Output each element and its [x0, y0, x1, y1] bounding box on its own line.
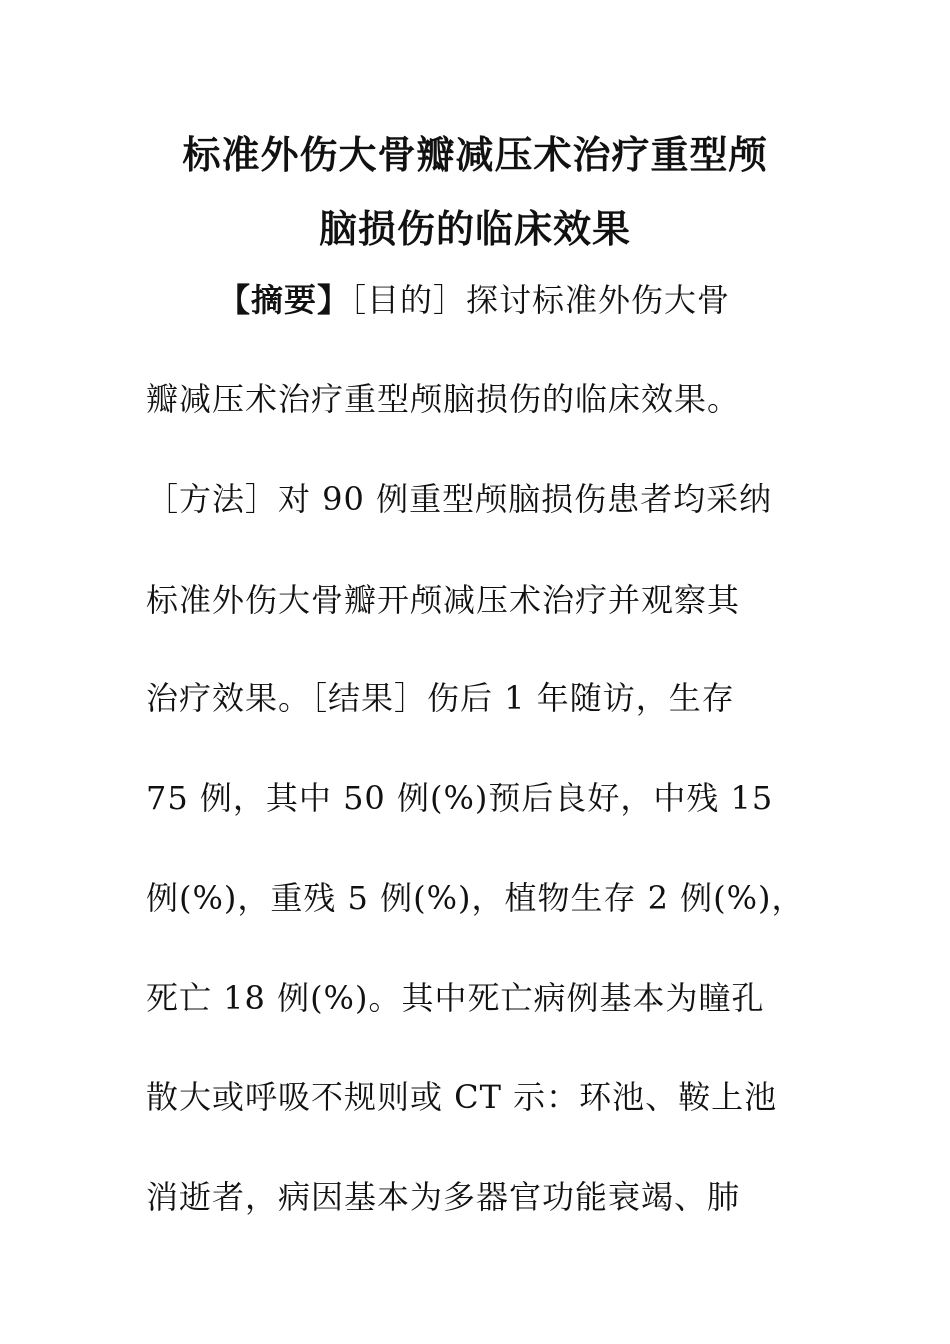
abstract-line-10: 消逝者，病因基本为多器官功能衰竭、肺: [146, 1178, 741, 1216]
abstract-line-8: 死亡 18 例(%)。其中死亡病例基本为瞳孔: [146, 979, 765, 1017]
abstract-line-3: ［方法］对 90 例重型颅脑损伤患者均采纳: [146, 480, 773, 518]
abstract-line-4: 标准外伤大骨瓣开颅减压术治疗并观察其: [146, 581, 741, 619]
document-title-line-2: 脑损伤的临床效果: [318, 207, 631, 251]
abstract-line-9: 散大或呼吸不规则或 CT 示：环池、鞍上池: [146, 1078, 778, 1116]
abstract-line-7: 例(%)，重残 5 例(%)，植物生存 2 例(%)，: [146, 879, 805, 917]
document-title-line-1: 标准外伤大骨瓣减压术治疗重型颅: [182, 133, 768, 177]
abstract-label: 【摘要】: [218, 281, 351, 319]
abstract-line-6: 75 例，其中 50 例(%)预后良好，中残 15: [146, 779, 774, 817]
abstract-line-1: [218, 280, 730, 320]
abstract-line-2: 瓣减压术治疗重型颅脑损伤的临床效果。: [146, 380, 741, 418]
abstract-line-5: 治疗效果。［结果］伤后 1 年随访，生存: [146, 679, 735, 717]
abstract-line-1-text: ［目的］探讨标准外伤大骨: [350, 281, 731, 319]
